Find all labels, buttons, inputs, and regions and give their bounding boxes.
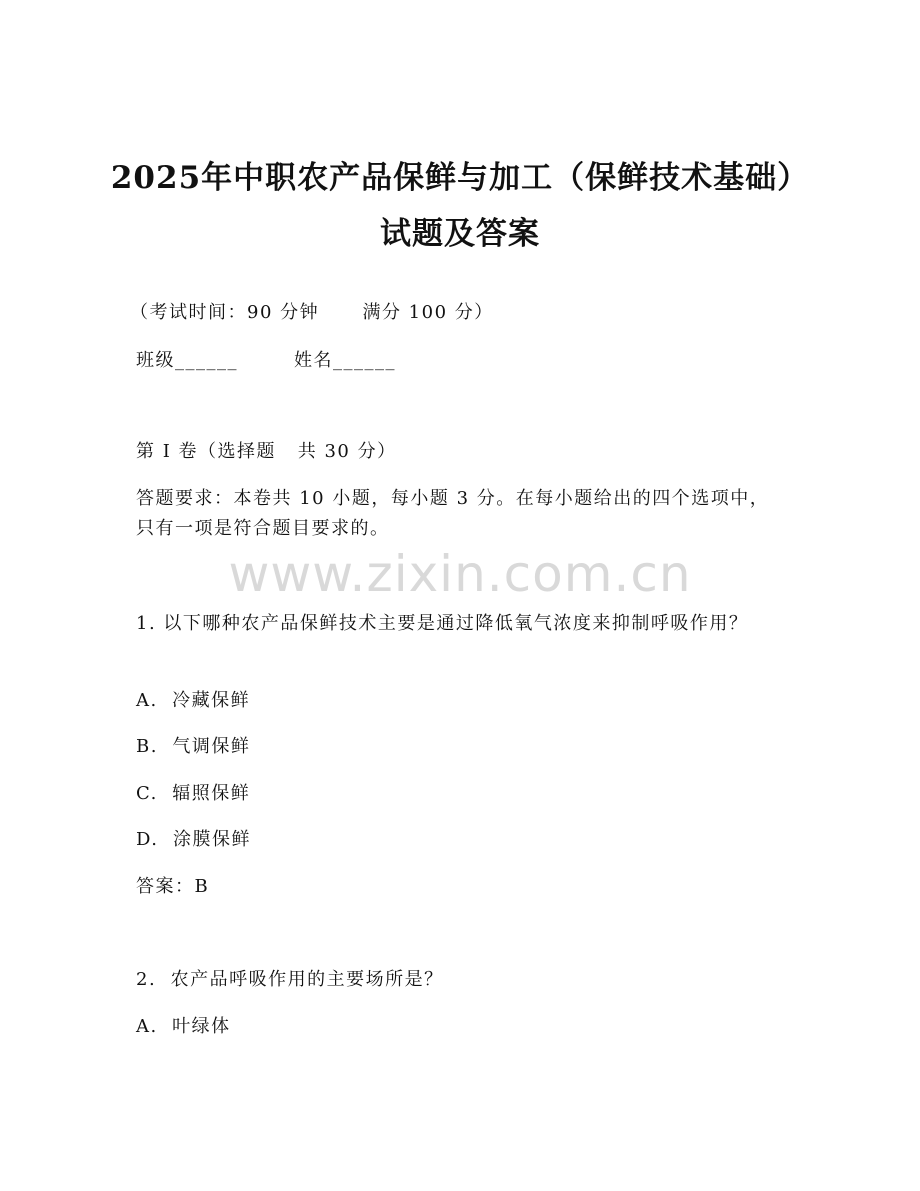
watermark: www.zixin.com.cn xyxy=(228,545,692,603)
question-2-stem: 2. 农产品呼吸作用的主要场所是？ xyxy=(136,969,444,990)
class-field: 班级______ xyxy=(136,350,238,371)
exam-info: （考试时间：90 分钟 满分 100 分） xyxy=(130,302,494,323)
question-1-option-b: B. 气调保鲜 xyxy=(136,736,251,757)
question-2-option-a: A. 叶绿体 xyxy=(136,1016,231,1037)
instructions: 答题要求：本卷共 10 小题，每小题 3 分。在每小题给出的四个选项中，只有一项是符合题目要求的。 xyxy=(136,488,770,539)
question-1-stem: 1. 以下哪种农产品保鲜技术主要是通过降低氧气浓度来抑制呼吸作用？ xyxy=(136,613,749,634)
question-1-option-d: D. 涂膜保鲜 xyxy=(136,829,251,850)
document-title: 2025年中职农产品保鲜与加工（保鲜技术基础）试题及答案 xyxy=(110,160,810,252)
question-1-option-c: C. 辐照保鲜 xyxy=(136,783,251,804)
question-1-answer: 答案：B xyxy=(136,876,210,897)
name-field: 姓名______ xyxy=(294,350,396,371)
section-title: 第 I 卷（选择题 共 30 分） xyxy=(136,441,397,462)
question-1-option-a: A. 冷藏保鲜 xyxy=(136,690,251,711)
